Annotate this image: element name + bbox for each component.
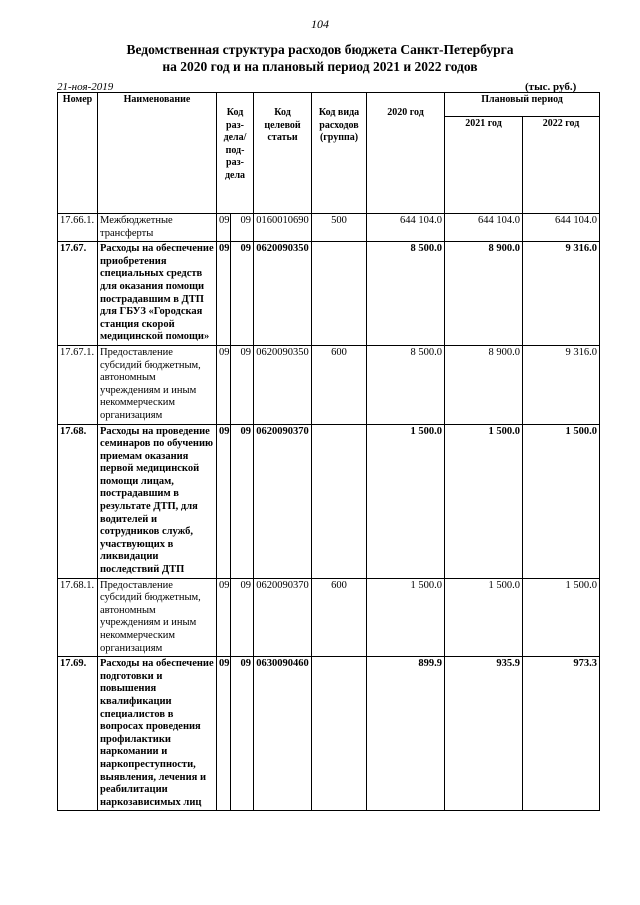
row-2020: 644 104.0 bbox=[367, 214, 445, 242]
header-name: Наименование bbox=[98, 93, 217, 214]
row-type bbox=[312, 242, 367, 346]
row-number: 17.67. bbox=[58, 242, 98, 346]
row-2022: 9 316.0 bbox=[523, 345, 600, 424]
row-name: Межбюджетные трансферты bbox=[98, 214, 217, 242]
row-subsection: 09 bbox=[231, 578, 254, 657]
row-number: 17.66.1. bbox=[58, 214, 98, 242]
row-2021: 644 104.0 bbox=[445, 214, 523, 242]
row-2020: 1 500.0 bbox=[367, 424, 445, 578]
document-title bbox=[0, 41, 640, 75]
row-type bbox=[312, 657, 367, 811]
table-row bbox=[58, 424, 600, 578]
row-number: 17.68. bbox=[58, 424, 98, 578]
row-target: 0620090350 bbox=[254, 345, 312, 424]
row-2020: 1 500.0 bbox=[367, 578, 445, 657]
row-subsection: 09 bbox=[231, 345, 254, 424]
budget-table bbox=[57, 92, 600, 811]
title-line-1: Ведомственная структура расходов бюджета Санкт-Петербурга bbox=[126, 42, 514, 57]
row-name: Расходы на обеспечение подготовки и повышения квалификации специалистов в вопросах проведения профилактики наркомании и наркопреступности, выявления, лечения и реабилитации наркозависимых лиц bbox=[98, 657, 217, 811]
row-2020: 8 500.0 bbox=[367, 345, 445, 424]
row-subsection: 09 bbox=[231, 657, 254, 811]
row-section: 09 bbox=[217, 242, 231, 346]
row-target: 0620090350 bbox=[254, 242, 312, 346]
row-section: 09 bbox=[217, 657, 231, 811]
row-2021: 1 500.0 bbox=[445, 424, 523, 578]
row-2020: 899.9 bbox=[367, 657, 445, 811]
header-target: Код целевой статьи bbox=[254, 93, 312, 214]
table-row bbox=[58, 242, 600, 346]
row-subsection: 09 bbox=[231, 214, 254, 242]
row-target: 0160010690 bbox=[254, 214, 312, 242]
row-2021: 935.9 bbox=[445, 657, 523, 811]
row-name: Расходы на проведение семинаров по обучению приемам оказания первой медицинской помощи лицам, пострадавшим в результате ДТП, для водителей и сотрудников служб, участвующих в ликвидации последствий ДТП bbox=[98, 424, 217, 578]
row-2021: 8 900.0 bbox=[445, 345, 523, 424]
row-section: 09 bbox=[217, 345, 231, 424]
row-name: Предоставление субсидий бюджетным, автономным учреждениям и иным некоммерческим организациям bbox=[98, 345, 217, 424]
row-2020: 8 500.0 bbox=[367, 242, 445, 346]
header-section: Код раз-дела/ под-раз-дела bbox=[217, 93, 254, 214]
table-row bbox=[58, 578, 600, 657]
row-number: 17.67.1. bbox=[58, 345, 98, 424]
title-line-2: на 2020 год и на плановый период 2021 и 2022 годов bbox=[162, 59, 478, 74]
row-section: 09 bbox=[217, 578, 231, 657]
row-type: 600 bbox=[312, 578, 367, 657]
row-2021: 8 900.0 bbox=[445, 242, 523, 346]
row-2021: 1 500.0 bbox=[445, 578, 523, 657]
header-2021: 2021 год bbox=[445, 117, 523, 214]
page-number: 104 bbox=[311, 17, 329, 31]
row-target: 0630090460 bbox=[254, 657, 312, 811]
row-name: Предоставление субсидий бюджетным, автономным учреждениям и иным некоммерческим организациям bbox=[98, 578, 217, 657]
row-section: 09 bbox=[217, 214, 231, 242]
row-name: Расходы на обеспечение приобретения специальных средств для оказания помощи пострадавшим в ДТП для ГБУЗ «Городская станция скорой медицинской помощи» bbox=[98, 242, 217, 346]
table-row bbox=[58, 345, 600, 424]
row-number: 17.69. bbox=[58, 657, 98, 811]
row-type: 500 bbox=[312, 214, 367, 242]
row-subsection: 09 bbox=[231, 242, 254, 346]
row-target: 0620090370 bbox=[254, 578, 312, 657]
header-planned-period: Плановый период bbox=[445, 93, 600, 117]
table-row bbox=[58, 214, 600, 242]
row-number: 17.68.1. bbox=[58, 578, 98, 657]
table-row bbox=[58, 657, 600, 811]
row-subsection: 09 bbox=[231, 424, 254, 578]
row-2022: 644 104.0 bbox=[523, 214, 600, 242]
header-2022: 2022 год bbox=[523, 117, 600, 214]
row-2022: 1 500.0 bbox=[523, 578, 600, 657]
header-2020: 2020 год bbox=[367, 93, 445, 214]
units-label: (тыс. руб.) bbox=[525, 81, 577, 93]
header-number: Номер bbox=[58, 93, 98, 214]
row-target: 0620090370 bbox=[254, 424, 312, 578]
row-section: 09 bbox=[217, 424, 231, 578]
header-expense-type: Код вида расходов (группа) bbox=[312, 93, 367, 214]
row-2022: 1 500.0 bbox=[523, 424, 600, 578]
row-2022: 9 316.0 bbox=[523, 242, 600, 346]
row-type: 600 bbox=[312, 345, 367, 424]
row-type bbox=[312, 424, 367, 578]
row-2022: 973.3 bbox=[523, 657, 600, 811]
document-date: 21-ноя-2019 bbox=[57, 81, 114, 93]
